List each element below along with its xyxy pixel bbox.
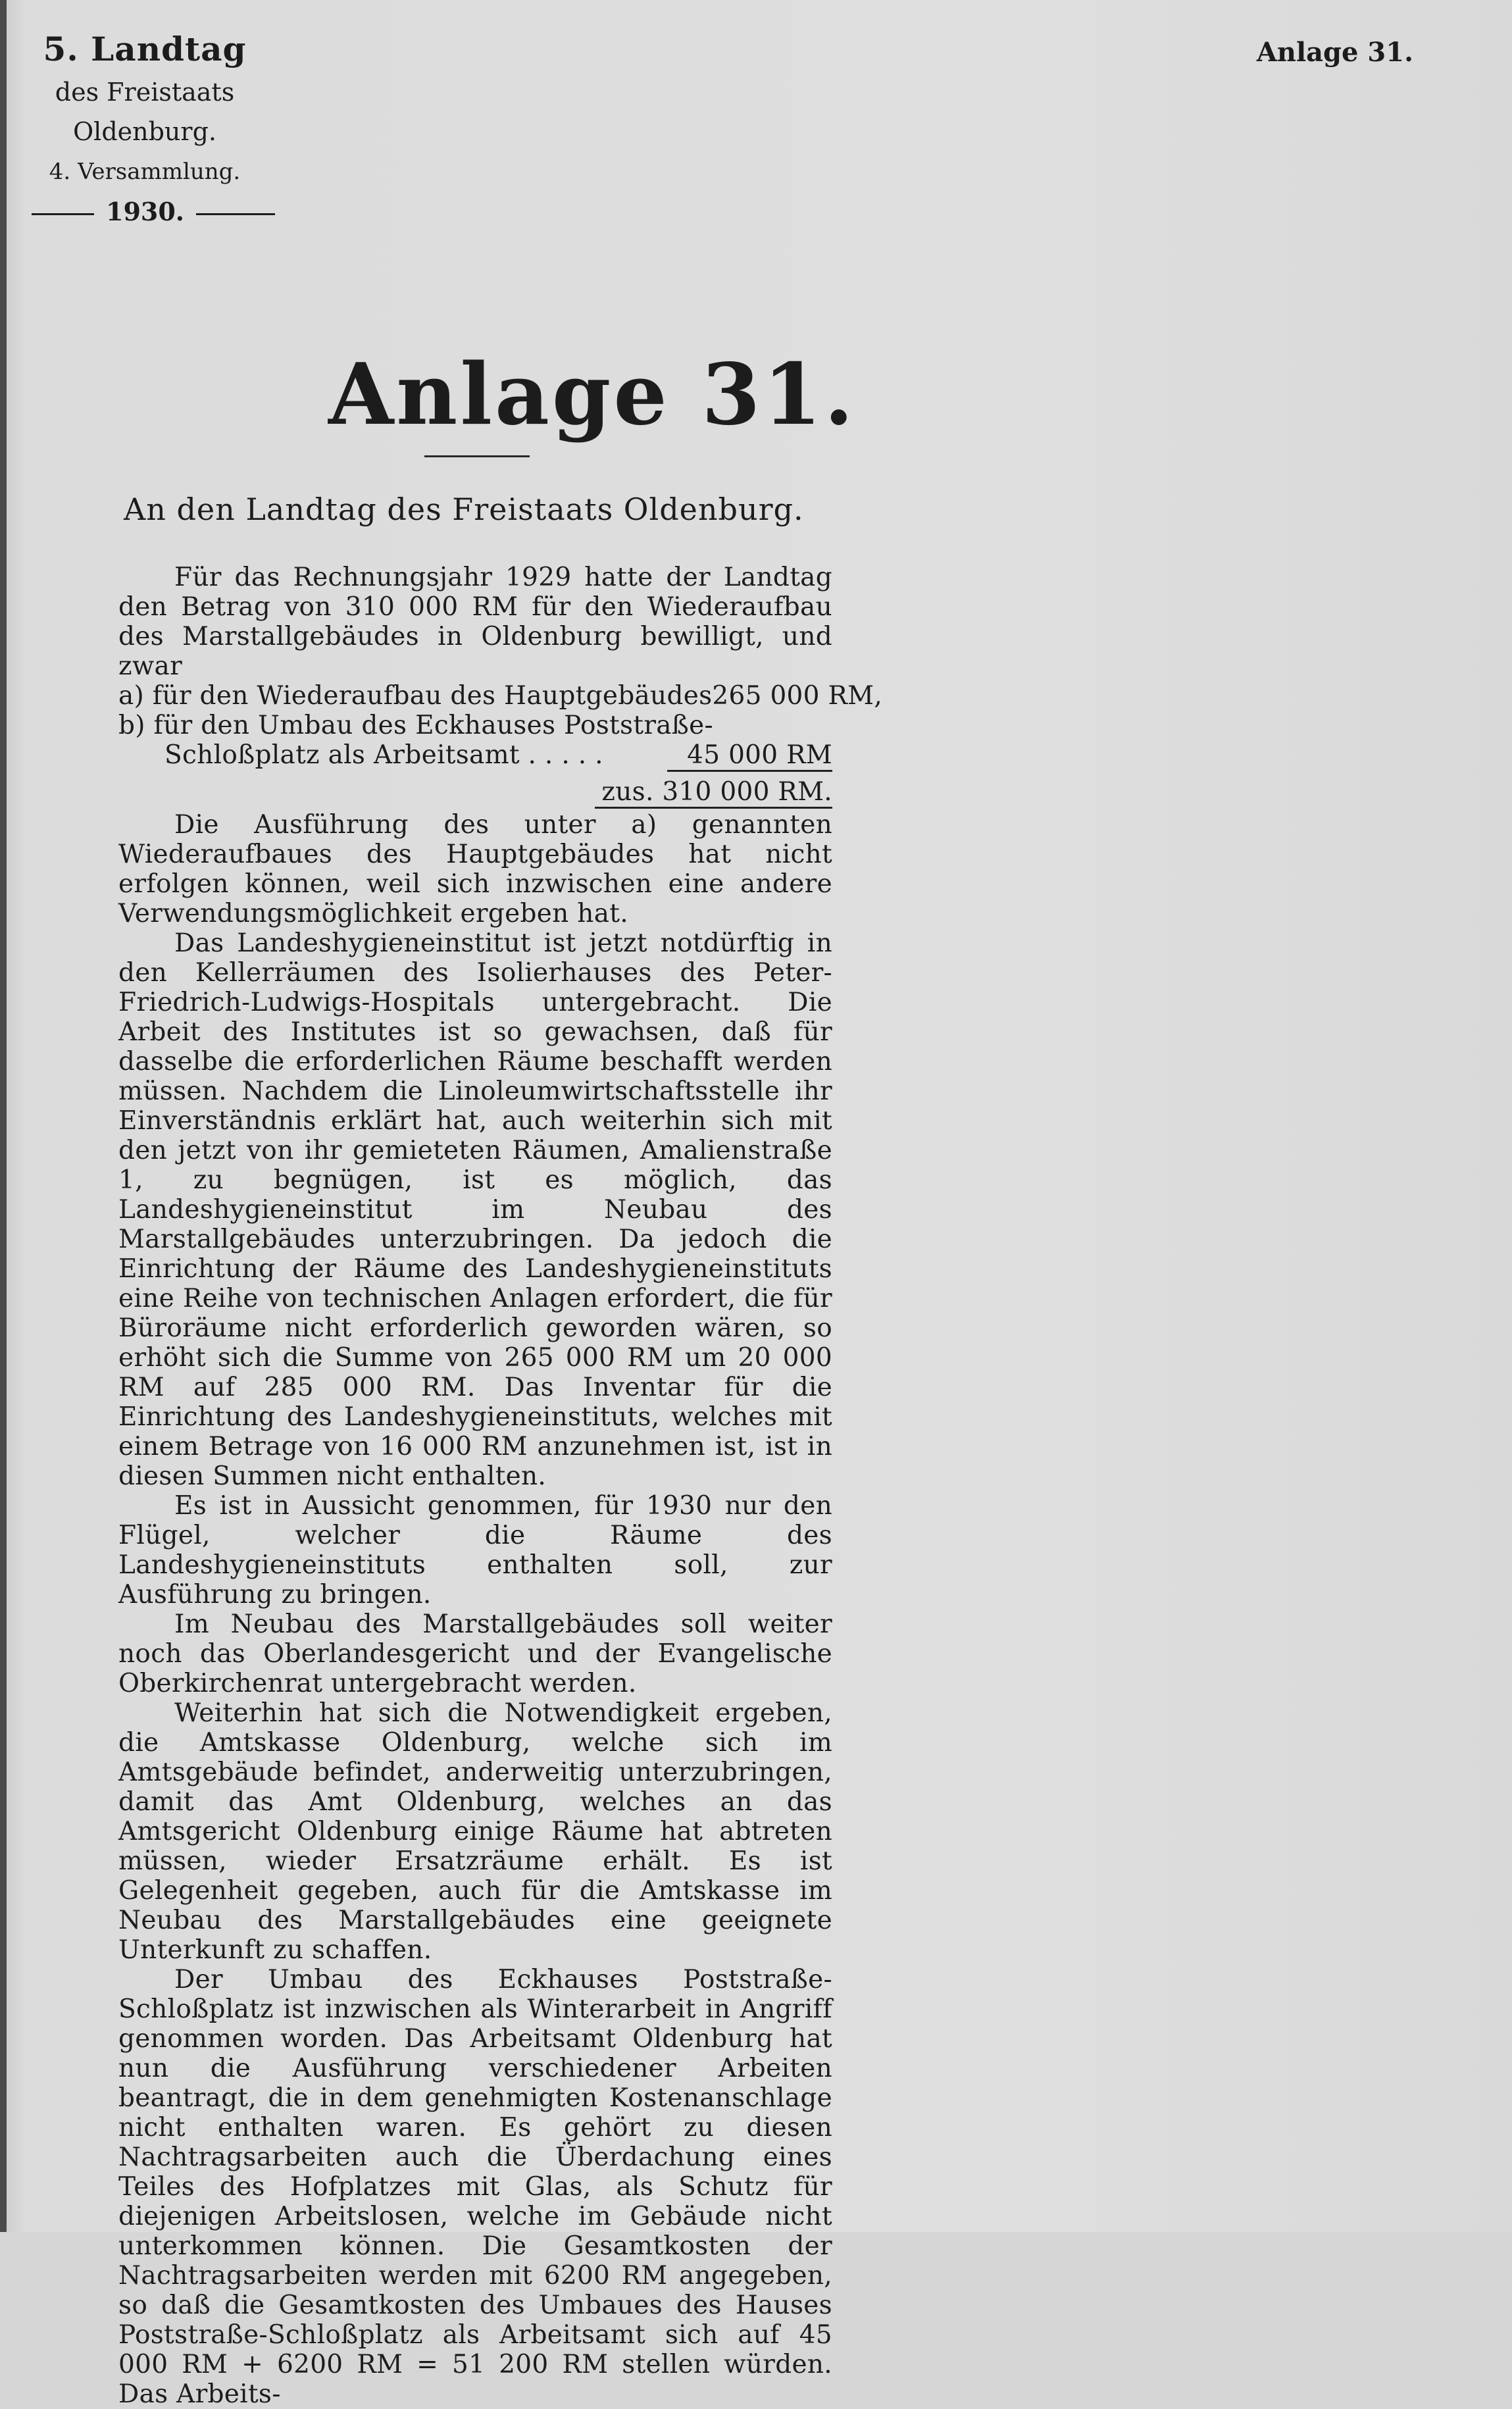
body-text xyxy=(118,563,883,2409)
cost-item-label: b) für den Umbau des Eckhauses Poststraße- xyxy=(118,711,714,740)
cost-item-label: a) für den Wiederaufbau des Hauptgebäudes xyxy=(118,681,713,711)
cost-sum-text: zus. 310 000 RM. xyxy=(595,777,832,809)
header-left-block xyxy=(20,26,270,232)
cost-item-b-cont xyxy=(118,740,832,772)
paragraph: Das Landeshygieneinstitut ist jetzt notdürftig in den Kellerräumen des Isolierhauses des Peter-Friedrich-Ludwigs-Hospitals untergebracht. Die Arbeit des Institutes ist so gewachsen, daß für dasselbe die erforderlichen Räume beschafft werden müssen. Nachdem die Linoleumwirtschaftsstelle ihr Einverständnis erklärt hat, auch weiterhin sich mit den jetzt von ihr gemieteten Räumen, Amalienstraße 1, zu begnügen, ist es möglich, das Landeshygieneinstitut im Neubau des Marstallgebäudes unterzubringen. Da jedoch die Einrichtung der Räume des Landeshygieneinstituts eine Reihe von technischen Anlagen erfordert, die für Büroräume nicht erforderlich geworden wären, so erhöht sich die Summe von 265 000 RM um 20 000 RM auf 285 000 RM. Das Inventar für die Einrichtung des Landeshygieneinstituts, welches mit einem Betrage von 16 000 RM anzunehmen ist, ist in diesen Summen nicht enthalten. xyxy=(118,928,832,1491)
cost-sum xyxy=(118,772,832,809)
header-rule-left xyxy=(32,213,94,215)
address-line: An den Landtag des Freistaats Oldenburg. xyxy=(124,492,804,527)
header-versammlung: 4. Versammlung. xyxy=(49,159,241,185)
cost-item-label: Schloßplatz als Arbeitsamt . . . . . xyxy=(164,740,603,770)
binding-edge xyxy=(0,0,7,2232)
paragraph: Es ist in Aussicht genommen, für 1930 nur den Flügel, welcher die Räume des Landeshygieneinstituts enthalten soll, zur Ausführung zu bringen. xyxy=(118,1491,832,1610)
intro-paragraph: Für das Rechnungsjahr 1929 hatte der Landtag den Betrag von 310 000 RM für den Wiederaufbau des Marstallgebäudes in Oldenburg bewilligt, und zwar xyxy=(118,563,832,681)
header-freistaat: des Freistaats Oldenburg. xyxy=(55,78,235,146)
paragraph: Die Ausführung des unter a) genannten Wiederaufbaues des Hauptgebäudes hat nicht erfolgen können, weil sich inzwischen eine andere Verwendungsmöglichkeit ergeben hat. xyxy=(118,810,832,928)
page-title: Anlage 31. xyxy=(328,345,857,444)
cost-item-a xyxy=(118,681,883,711)
paragraph: Weiterhin hat sich die Notwendigkeit ergeben, die Amtskasse Oldenburg, welche sich im Amtsgebäude befindet, anderweitig unterzubringen, damit das Amt Oldenburg, welches an das Amtsgericht Oldenburg einige Räume hat abtreten müssen, wieder Ersatzräume erhält. Es ist Gelegenheit gegeben, auch für die Amtskasse im Neubau des Marstallgebäudes eine geeignete Unterkunft zu schaffen. xyxy=(118,1698,832,1965)
cost-item-b xyxy=(118,711,832,740)
header-landtag: 5. Landtag xyxy=(43,30,247,68)
paragraph: Der Umbau des Eckhauses Poststraße-Schloßplatz ist inzwischen als Winterarbeit in Angriff genommen worden. Das Arbeitsamt Oldenburg hat nun die Ausführung verschiedener Arbeiten beantragt, die in dem genehmigten Kostenanschlage nicht enthalten waren. Es gehört zu diesen Nachtragsarbeiten auch die Überdachung eines Teiles des Hofplatzes mit Glas, als Schutz für diejenigen Arbeitslosen, welche im Gebäude nicht unterkommen können. Die Gesamtkosten der Nachtragsarbeiten werden mit 6200 RM angegeben, so daß die Gesamtkosten des Umbaues des Hauses Poststraße-Schloßplatz als Arbeitsamt sich auf 45 000 RM + 6200 RM = 51 200 RM stellen würden. Das Arbeits- xyxy=(118,1965,832,2409)
header-rule-right xyxy=(196,213,275,215)
header-year-text: 1930. xyxy=(106,197,184,226)
header-year xyxy=(20,192,270,232)
title-rule xyxy=(424,455,530,457)
cost-item-amount: 265 000 RM, xyxy=(712,681,883,711)
cost-items xyxy=(118,681,883,772)
paragraph: Im Neubau des Marstallgebäudes soll weiter noch das Oberlandesgericht und der Evangelische Oberkirchenrat untergebracht werden. xyxy=(118,1610,832,1698)
header-right-anlage: Anlage 31. xyxy=(1256,37,1413,68)
cost-item-amount: 45 000 RM xyxy=(667,740,832,772)
